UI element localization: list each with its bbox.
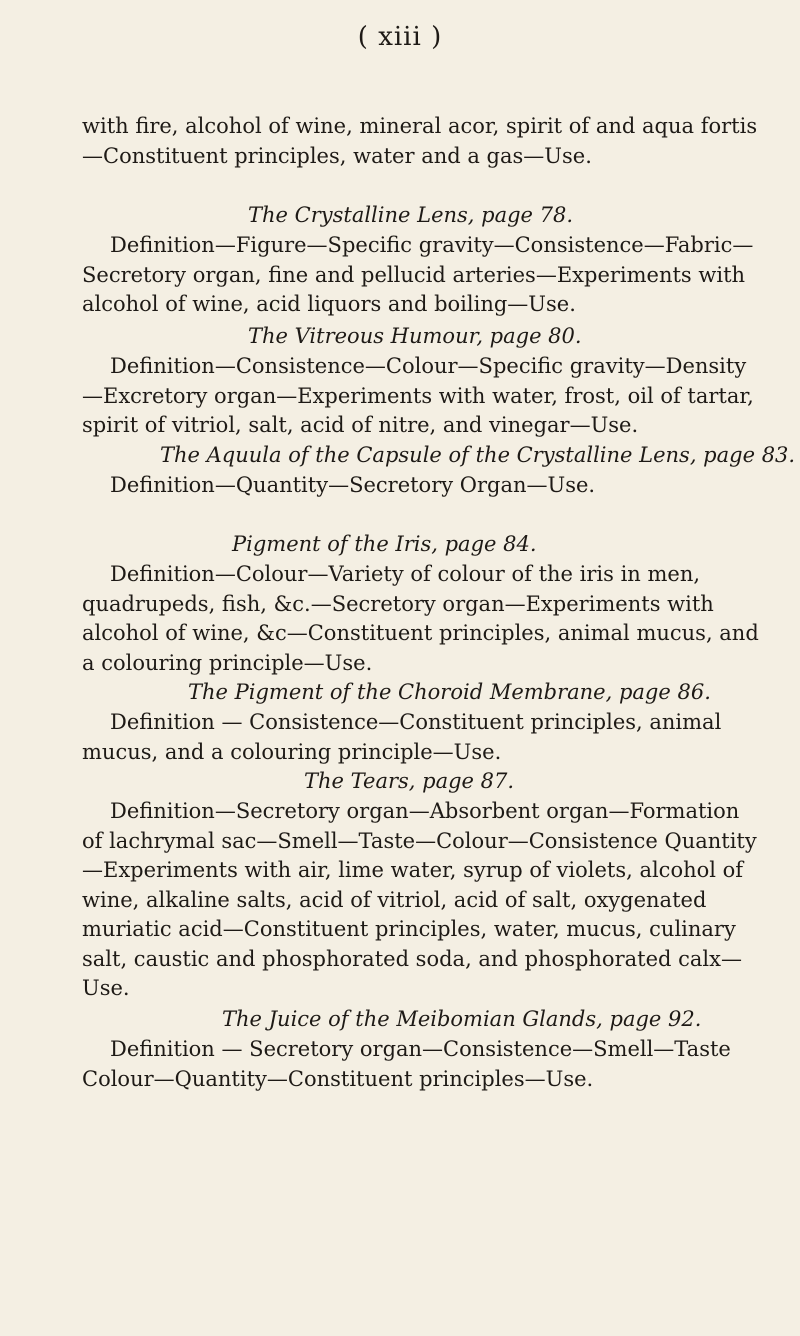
section-heading-crystalline-lens: The Crystalline Lens, page 78. [248,203,574,227]
section-heading-tears: The Tears, page 87. [304,769,515,793]
paragraph-meibomian-glands: Definition — Secretory organ—Consistence—Smell—Taste Colour—Quantity—Constituent principles—Use. [82,1037,731,1091]
section-heading-choroid-membrane: The Pigment of the Choroid Membrane, page 86. [188,680,711,704]
section-heading-meibomian-glands: The Juice of the Meibomian Glands, page 92. [222,1007,702,1031]
paragraph-tears: Definition—Secretory organ—Absorbent organ—Formation of lachrymal sac—Smell—Taste—Colour—Consistence Quantity—Experiments with air, lime water, syrup of violets, alcohol of wine, alkaline salts, acid of vitriol, acid of salt, oxygenated muriatic acid—Constituent principles, water, mucus, culinary salt, caustic and phosphorated soda, and phosphorated calx—Use. [82,799,757,1000]
paragraph-continuation: with fire, alcohol of wine, mineral acor, spirit of and aqua fortis—Constituent principles, water and a gas—Use. [82,114,758,168]
paragraph-aquula: Definition—Quantity—Secretory Organ—Use. [110,473,596,497]
paragraph-crystalline-lens: Definition—Figure—Specific gravity—Consistence—Fabric—Secretory organ, fine and pellucid arteries—Experiments with alcohol of wine, acid liquors and boiling—Use. [82,233,754,316]
paragraph-choroid-membrane: Definition — Consistence—Constituent principles, animal mucus, and a colouring principle—Use. [82,710,722,764]
page-number: ( xiii ) [357,22,443,52]
paragraph-pigment-iris: Definition—Colour—Variety of colour of the iris in men, quadrupeds, fish, &c.—Secretory organ—Experiments with alcohol of wine, &c—Constituent principles, animal mucus, and a colouring principle—Use. [82,562,759,675]
section-heading-aquula: The Aquula of the Capsule of the Crystalline Lens, page 83. [160,443,796,467]
section-heading-pigment-iris: Pigment of the Iris, page 84. [232,532,537,556]
section-heading-vitreous-humour: The Vitreous Humour, page 80. [248,324,582,348]
paragraph-vitreous-humour: Definition—Consistence—Colour—Specific gravity—Density—Excretory organ—Experiments with water, frost, oil of tartar, spirit of vitriol, salt, acid of nitre, and vinegar—Use. [82,354,754,437]
